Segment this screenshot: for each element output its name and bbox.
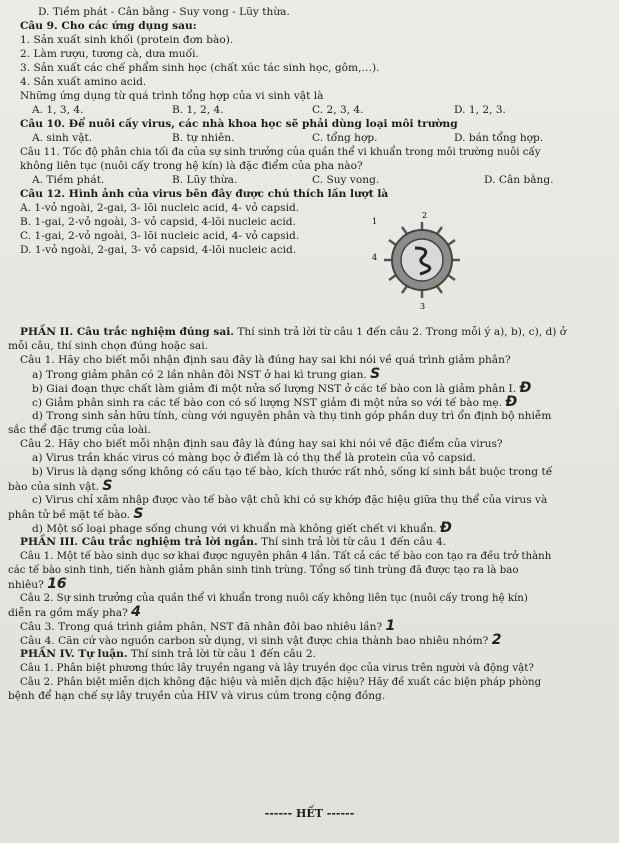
p3-q1-3-text: nhiêu? <box>8 579 44 591</box>
fig-label-4: 4 <box>372 253 378 262</box>
part4-heading: PHẦN IV. Tự luận. <box>20 648 128 660</box>
part2-intro-2: mỗi câu, thí sinh chọn đúng hoặc sai. <box>8 340 208 352</box>
q12-option-c[interactable]: C. 1-gai, 2-vỏ ngoài, 3- lõi nucleic acid, 4- vỏ capsid. <box>20 230 300 242</box>
answer-mark[interactable]: 2 <box>491 632 502 648</box>
q11-stem-1: Câu 11. Tốc độ phân chia tối đa của sự sinh trưởng của quần thể vi khuẩn trong môi trường nuôi cấy <box>20 147 541 158</box>
p4-q1: Câu 1. Phân biệt phương thức lây truyền ngang và lây truyền dọc của virus trên người và động vật? <box>20 663 534 674</box>
q8-option-d: D. Tiềm phát - Cân bằng - Suy vong - Lũy thừa. <box>38 6 290 18</box>
q11-stem-2: không liên tục (nuôi cấy trong hệ kín) là đặc điểm của pha nào? <box>20 160 363 172</box>
p4-q2-2: bệnh để hạn chế sự lây truyền của HIV và virus cúm trong cộng đồng. <box>8 690 386 702</box>
p2-q1-d-2: sắc thể đặc trưng của loài. <box>8 424 151 436</box>
q12-option-b[interactable]: B. 1-gai, 2-vỏ ngoài, 3- vỏ capsid, 4-lõi nucleic acid. <box>20 216 296 228</box>
q10-option-d[interactable]: D. bán tổng hợp. <box>454 132 544 144</box>
q12-option-a[interactable]: A. 1-vỏ ngoài, 2-gai, 3- lõi nucleic acid, 4- vỏ capsid. <box>20 202 300 214</box>
part3-header <box>20 536 611 550</box>
p3-q4 <box>20 634 611 649</box>
p3-q1-1: Câu 1. Một tế bào sinh dục sơ khai được nguyên phân 4 lần. Tất cả các tế bào con tạo ra đều trở thành <box>20 551 552 562</box>
part4-header <box>20 648 611 662</box>
q9-option-a[interactable]: A. 1, 3, 4. <box>32 104 84 116</box>
p3-q2-2 <box>8 606 611 621</box>
answer-mark[interactable]: 16 <box>47 576 67 592</box>
p2-q1-a-text: a) Trong giảm phân có 2 lần nhân đôi NST ở hai kì trung gian. <box>32 369 367 381</box>
answer-mark[interactable]: S <box>370 366 381 382</box>
q9-option-d[interactable]: D. 1, 2, 3. <box>454 104 506 116</box>
p2-q1-b-text: b) Giai đoạn thực chất làm giảm đi một nửa số lượng NST ở các tế bào con là giảm phân I. <box>32 383 517 395</box>
q10-options <box>32 132 592 146</box>
q11-options <box>32 174 592 188</box>
q11-option-d[interactable]: D. Cân bằng. <box>484 174 554 186</box>
p2-q1-c <box>32 396 611 411</box>
p2-q2-c-1: c) Virus chỉ xâm nhập được vào tế bào vật chủ khi có sự khớp đặc hiệu giữa thụ thể của virus và <box>32 494 548 506</box>
answer-mark[interactable]: 4 <box>131 604 141 620</box>
p2-q2-d <box>32 522 611 537</box>
p2-q1-d-1: d) Trong sinh sản hữu tính, cùng với nguyên phân và thụ tinh góp phần duy trì ổn định bộ nhiễm <box>32 410 552 422</box>
fig-label-2: 2 <box>422 211 428 220</box>
part2-header <box>20 326 611 340</box>
q9-prompt: Những ứng dụng từ quá trình tổng hợp của vi sinh vật là <box>20 90 324 102</box>
part3-heading: PHẦN III. Câu trắc nghiệm trả lời ngắn. <box>20 536 258 548</box>
p3-q1-3 <box>8 578 611 593</box>
end-marker: ------ HẾT ------ <box>264 807 355 820</box>
part3-intro: Thí sinh trả lời từ câu 1 đến câu 4. <box>257 536 447 548</box>
part2-heading: PHẦN II. Câu trắc nghiệm đúng sai. <box>20 326 234 338</box>
q9-option-b[interactable]: B. 1, 2, 4. <box>172 104 224 116</box>
q12-stem: Câu 12. Hình ảnh của virus bên đây được chú thích lần lượt là <box>20 188 389 200</box>
p2-q2-c-2 <box>8 508 611 523</box>
q9-option-c[interactable]: C. 2, 3, 4. <box>312 104 364 116</box>
p2-q2-b-2 <box>8 480 611 495</box>
q9-stem: Câu 9. Cho các ứng dụng sau: <box>20 20 197 32</box>
q9-item-3: 3. Sản xuất các chế phẩm sinh học (chất xúc tác sinh học, gôm,…). <box>20 62 380 74</box>
virus-figure <box>372 210 472 310</box>
q11-option-a[interactable]: A. Tiềm phát. <box>32 174 105 186</box>
answer-mark[interactable]: S <box>133 506 144 522</box>
fig-label-3: 3 <box>420 302 426 310</box>
p3-q2-2-text: diễn ra gồm mấy pha? <box>8 607 128 619</box>
answer-mark[interactable]: 1 <box>385 618 396 634</box>
p2-q2-b-2-text: bào của sinh vật. <box>8 481 100 493</box>
part4-intro: Thí sinh trả lời từ câu 1 đến câu 2. <box>127 648 316 660</box>
q10-option-c[interactable]: C. tổng hợp. <box>312 132 378 144</box>
p2-q2-d-text: d) Một số loại phage sống chung với vi khuẩn mà không giết chết vi khuẩn. <box>32 523 437 535</box>
q10-stem-text: Câu 10. Để nuôi cấy virus, các nhà khoa học sẽ phải dùng loại môi trường <box>20 118 458 130</box>
p2-q1-c-text: c) Giảm phân sinh ra các tế bào con có số lượng NST giảm đi một nửa so với tế bào mẹ. <box>32 397 503 409</box>
answer-mark[interactable]: Đ <box>519 380 532 396</box>
p2-q1-stem: Câu 1. Hãy cho biết mỗi nhận định sau đây là đúng hay sai khi nói về quá trình giảm phân? <box>20 354 511 366</box>
answer-mark[interactable]: S <box>102 478 113 494</box>
q9-item-2: 2. Làm rượu, tương cà, dưa muối. <box>20 48 199 60</box>
p3-q3 <box>20 620 611 635</box>
p3-q3-text: Câu 3. Trong quá trình giảm phân, NST đã nhân đôi bao nhiêu lần? <box>20 621 383 633</box>
p2-q1-b <box>32 382 611 397</box>
answer-mark[interactable]: Đ <box>505 394 518 410</box>
q9-item-4: 4. Sản xuất amino acid. <box>20 76 147 88</box>
p2-q2-stem: Câu 2. Hãy cho biết mỗi nhận định sau đây là đúng hay sai khi nói về đặc điểm của virus? <box>20 438 503 450</box>
q12-option-d[interactable]: D. 1-vỏ ngoài, 2-gai, 3- vỏ capsid, 4-lõi nucleic acid. <box>20 244 297 256</box>
p3-q4-text: Câu 4. Căn cứ vào nguồn carbon sử dụng, vi sinh vật được chia thành bao nhiêu nhóm? <box>20 635 489 647</box>
p4-q2-1: Câu 2. Phân biệt miễn dịch không đặc hiệu và miễn dịch đặc hiệu? Hãy đề xuất các biện pháp phòng <box>20 677 542 688</box>
p2-q2-b-1: b) Virus là dạng sống không có cấu tạo tế bào, kích thước rất nhỏ, sống kí sinh bắt buộc trong tế <box>32 466 553 478</box>
answer-mark[interactable]: Đ <box>440 520 452 536</box>
q11-option-b[interactable]: B. Lũy thừa. <box>172 174 238 186</box>
p2-q2-a: a) Virus trần khác virus có màng bọc ở điểm là có thụ thể là protein của vỏ capsid. <box>32 452 477 464</box>
fig-label-1: 1 <box>372 217 378 226</box>
q9-item-1: 1. Sản xuất sinh khối (protein đơn bào). <box>20 34 234 46</box>
q11-option-c[interactable]: C. Suy vong. <box>312 174 380 186</box>
q10-option-a[interactable]: A. sinh vật. <box>32 132 93 144</box>
q10-stem <box>20 118 611 132</box>
q10-option-b[interactable]: B. tự nhiên. <box>172 132 235 144</box>
q9-options <box>32 104 592 118</box>
part2-intro-1: Thí sinh trả lời từ câu 1 đến câu 2. Trong mỗi ý a), b), c), d) ở <box>233 326 567 338</box>
p3-q2-1: Câu 2. Sự sinh trưởng của quần thể vi khuẩn trong nuôi cấy không liên tục (nuôi cấy trong hệ kín) <box>20 593 528 604</box>
p3-q1-2: các tế bào sinh tinh, tiến hành giảm phân sinh tinh trùng. Tổng số tinh trùng đã được tạo ra là bao <box>8 565 519 576</box>
p2-q2-c-2-text: phân tử bề mặt tế bào. <box>8 509 131 521</box>
